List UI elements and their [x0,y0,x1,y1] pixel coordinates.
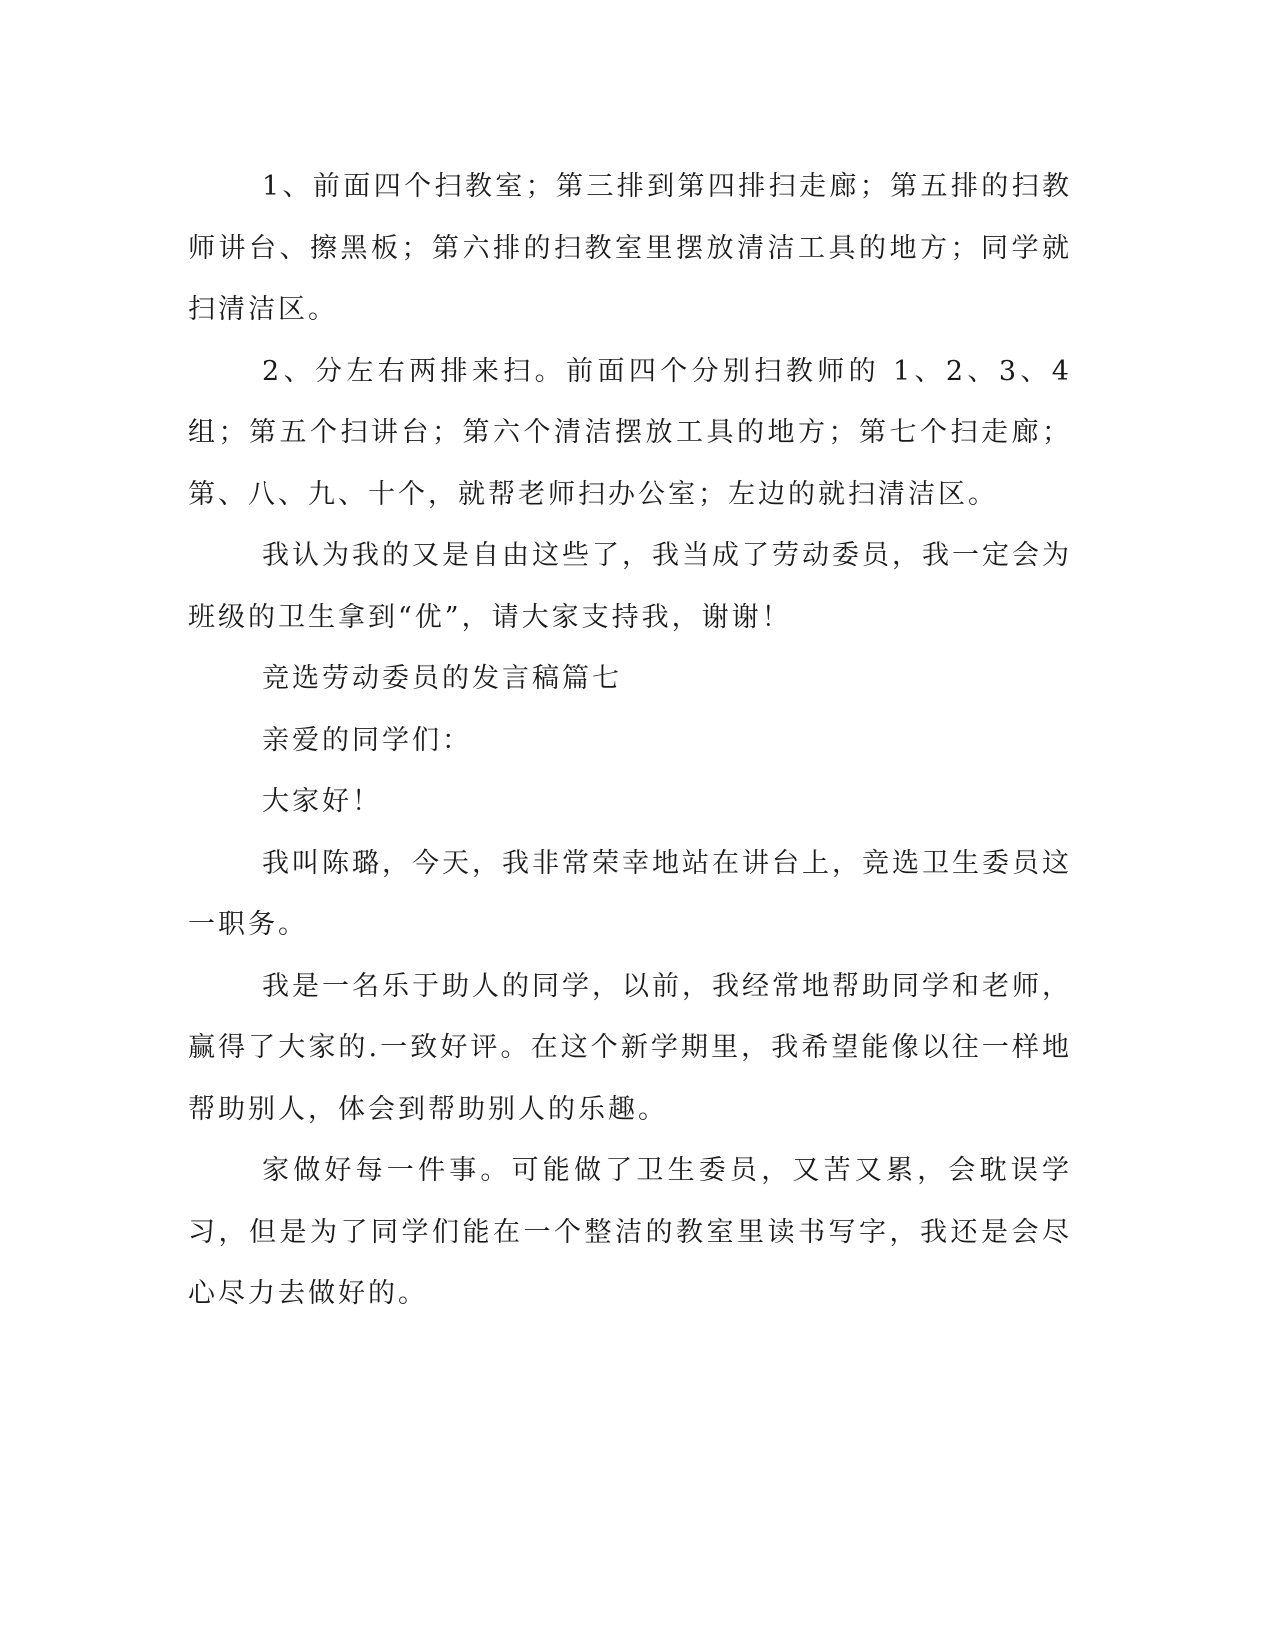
greeting: 大家好！ [262,786,382,817]
paragraph-background: 我是一名乐于助人的同学，以前，我经常地帮助同学和老师，赢得了大家的.一致好评。在这个新学期里，我希望能像以往一样地帮助别人，体会到帮助别人的乐趣。 [188,970,1072,1125]
paragraph-cleaning-plan-2: 2、分左右两排来扫。前面四个分别扫教师的 1、2、3、4 组；第五个扫讲台；第六个清洁摆放工具的地方；第七个扫走廊；第、八、九、十个，就帮老师扫办公室；左边的就扫清洁区。 [188,355,1072,510]
salutation: 亲爱的同学们： [262,724,472,756]
paragraph-introduction: 我叫陈璐，今天，我非常荣幸地站在讲台上，竞选卫生委员这一职务。 [188,847,1072,940]
paragraph-commitment: 家做好每一件事。可能做了卫生委员，又苦又累，会耽误学习，但是为了同学们能在一个整洁的教室里读书写字，我还是会尽心尽力去做好的。 [188,1155,1072,1309]
section-heading: 竞选劳动委员的发言稿篇七 [262,663,622,694]
paragraph-closing: 我认为我的又是自由这些了，我当成了劳动委员，我一定会为班级的卫生拿到“优”，请大家支持我，谢谢！ [188,540,1072,633]
paragraph-cleaning-plan-1: 1、前面四个扫教室；第三排到第四排扫走廊；第五排的扫教师讲台、擦黑板；第六排的扫教室里摆放清洁工具的地方；同学就扫清洁区。 [188,171,1072,325]
document-body [188,156,1072,1325]
